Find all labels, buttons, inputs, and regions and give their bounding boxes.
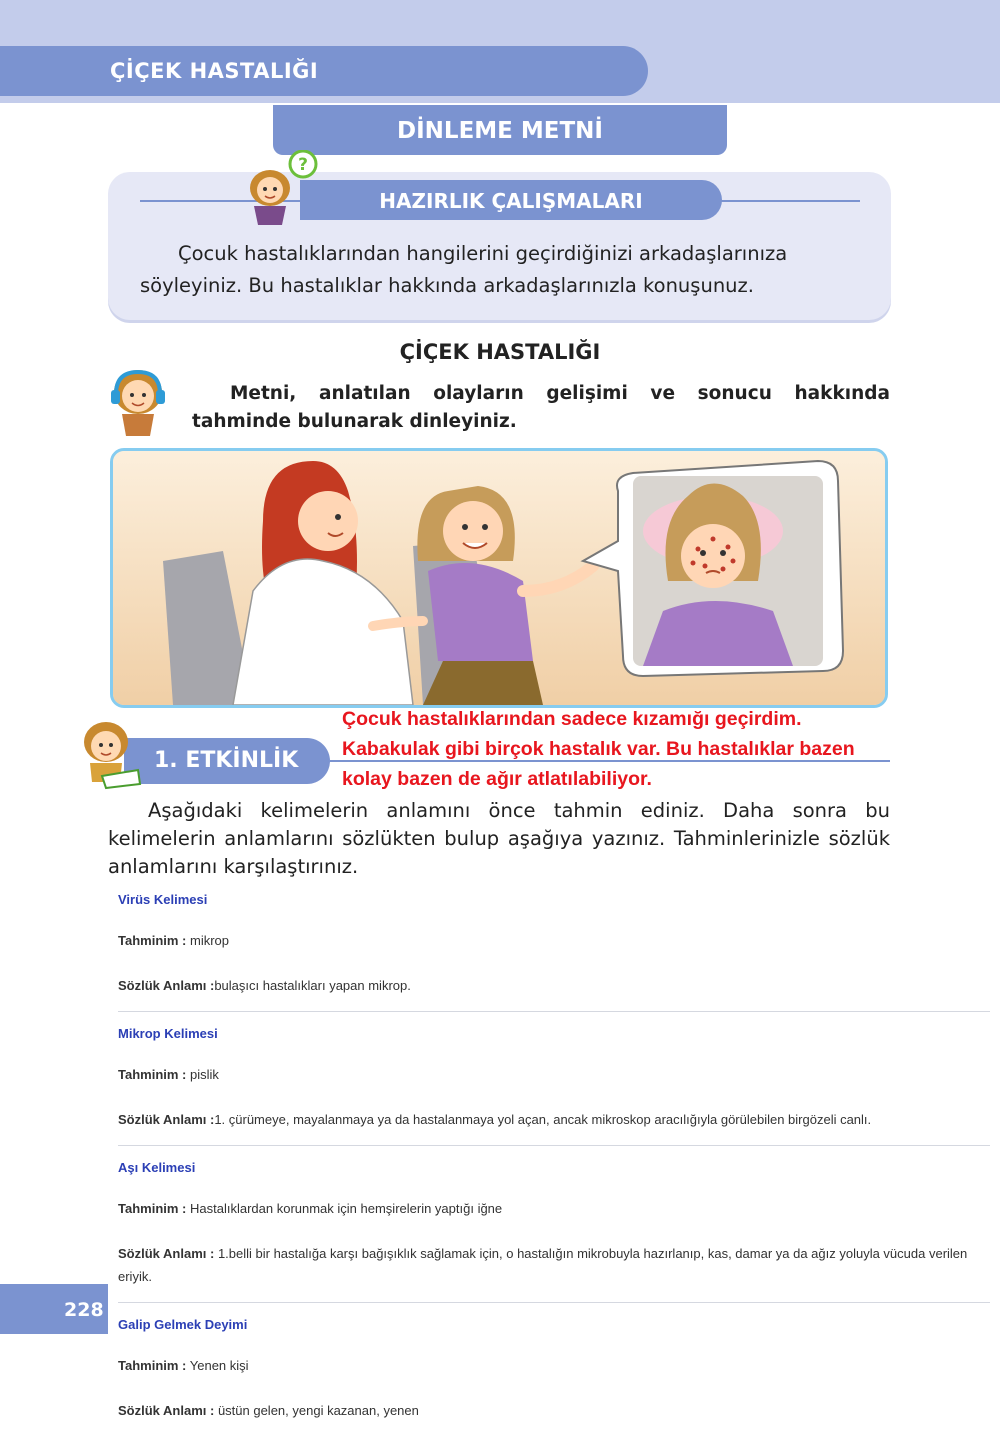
word-list (118, 888, 990, 1450)
chapter-title: ÇİÇEK HASTALIĞI (0, 46, 648, 96)
word-title: Mikrop Kelimesi (118, 1026, 218, 1041)
mascot-listening-icon (100, 364, 176, 438)
word-block-galip-gelmek (118, 1317, 990, 1436)
guess-label: Tahminim : (118, 1358, 187, 1373)
guess-value: mikrop (190, 933, 230, 948)
illustration-image (113, 451, 885, 705)
dictionary-label: Sözlük Anlamı : (118, 978, 215, 993)
dictionary-row (118, 1242, 990, 1288)
mascot-writing-icon (72, 718, 144, 790)
question-mark: ? (298, 155, 308, 175)
handwritten-answer (342, 704, 982, 794)
word-title: Galip Gelmek Deyimi (118, 1317, 248, 1332)
answer-line-2: Kabakulak gibi birçok hastalık var. Bu hastalıklar bazen (342, 738, 855, 760)
guess-label: Tahminim : (118, 1201, 187, 1216)
dictionary-value: 1.belli bir hastalığa karşı bağışıklık sağlamak için, o hastalığın mikrobuyla hazırlanıp, kas, damar ya da ağız yoluyla vücuda verilen eriyik. (118, 1246, 968, 1284)
page-number: 228 (0, 1284, 108, 1334)
story-instruction: Metni, anlatılan olayların gelişimi ve sonucu hakkında tahminde bulunarak dinleyiniz. (192, 383, 890, 432)
answer-line-3: kolay bazen de ağır atlatılabiliyor. (342, 768, 652, 790)
guess-value: Hastalıklardan korunmak için hemşirelerin yaptığı iğne (190, 1201, 503, 1216)
dictionary-value: bulaşıcı hastalıkları yapan mikrop. (214, 978, 411, 993)
word-block-virus (118, 892, 990, 1012)
story-illustration (110, 448, 888, 708)
story-title: ÇİÇEK HASTALIĞI (399, 340, 601, 364)
dictionary-row (118, 974, 990, 997)
dictionary-value: 1. çürümeye, mayalanmaya ya da hastalanmaya yol açan, ancak mikroskop aracılığıyla görülebilen birgözeli canlı. (214, 1112, 872, 1127)
mascot-thinking-icon (240, 150, 330, 226)
guess-value: pislik (190, 1067, 219, 1082)
word-title: Virüs Kelimesi (118, 892, 208, 907)
answer-line-1: Çocuk hastalıklarından sadece kızamığı geçirdim. (342, 708, 802, 730)
guess-label: Tahminim : (118, 933, 187, 948)
section-title: DİNLEME METNİ (273, 105, 727, 155)
dictionary-label: Sözlük Anlamı : (118, 1112, 215, 1127)
dictionary-value: üstün gelen, yengi kazanan, yenen (217, 1403, 419, 1418)
dictionary-row (118, 1399, 990, 1422)
guess-row (118, 1354, 990, 1377)
guess-value: Yenen kişi (189, 1358, 249, 1373)
preparation-heading: HAZIRLIK ÇALIŞMALARI (300, 180, 722, 220)
guess-row (118, 929, 990, 952)
activity-heading: 1. ETKİNLİK (124, 738, 330, 784)
preparation-text: Çocuk hastalıklarından hangilerini geçirdiğinizi arkadaşlarınıza söyleyiniz. Bu hastalıklar hakkında arkadaşlarınızla konuşunuz. (140, 242, 788, 297)
dictionary-label: Sözlük Anlamı : (118, 1403, 215, 1418)
word-title: Aşı Kelimesi (118, 1160, 196, 1175)
word-block-asi (118, 1160, 990, 1303)
activity-instruction: Aşağıdaki kelimelerin anlamını önce tahmin ediniz. Daha sonra bu kelimelerin anlamlarını sözlükten bulup aşağıya yazınız. Tahminlerinizle sözlük anlamlarını karşılaştırınız. (108, 799, 890, 878)
guess-row (118, 1197, 990, 1220)
preparation-divider-right (718, 200, 860, 202)
guess-row (118, 1063, 990, 1086)
dictionary-label: Sözlük Anlamı : (118, 1246, 215, 1261)
guess-label: Tahminim : (118, 1067, 187, 1082)
dictionary-row (118, 1108, 990, 1131)
word-block-mikrop (118, 1026, 990, 1146)
